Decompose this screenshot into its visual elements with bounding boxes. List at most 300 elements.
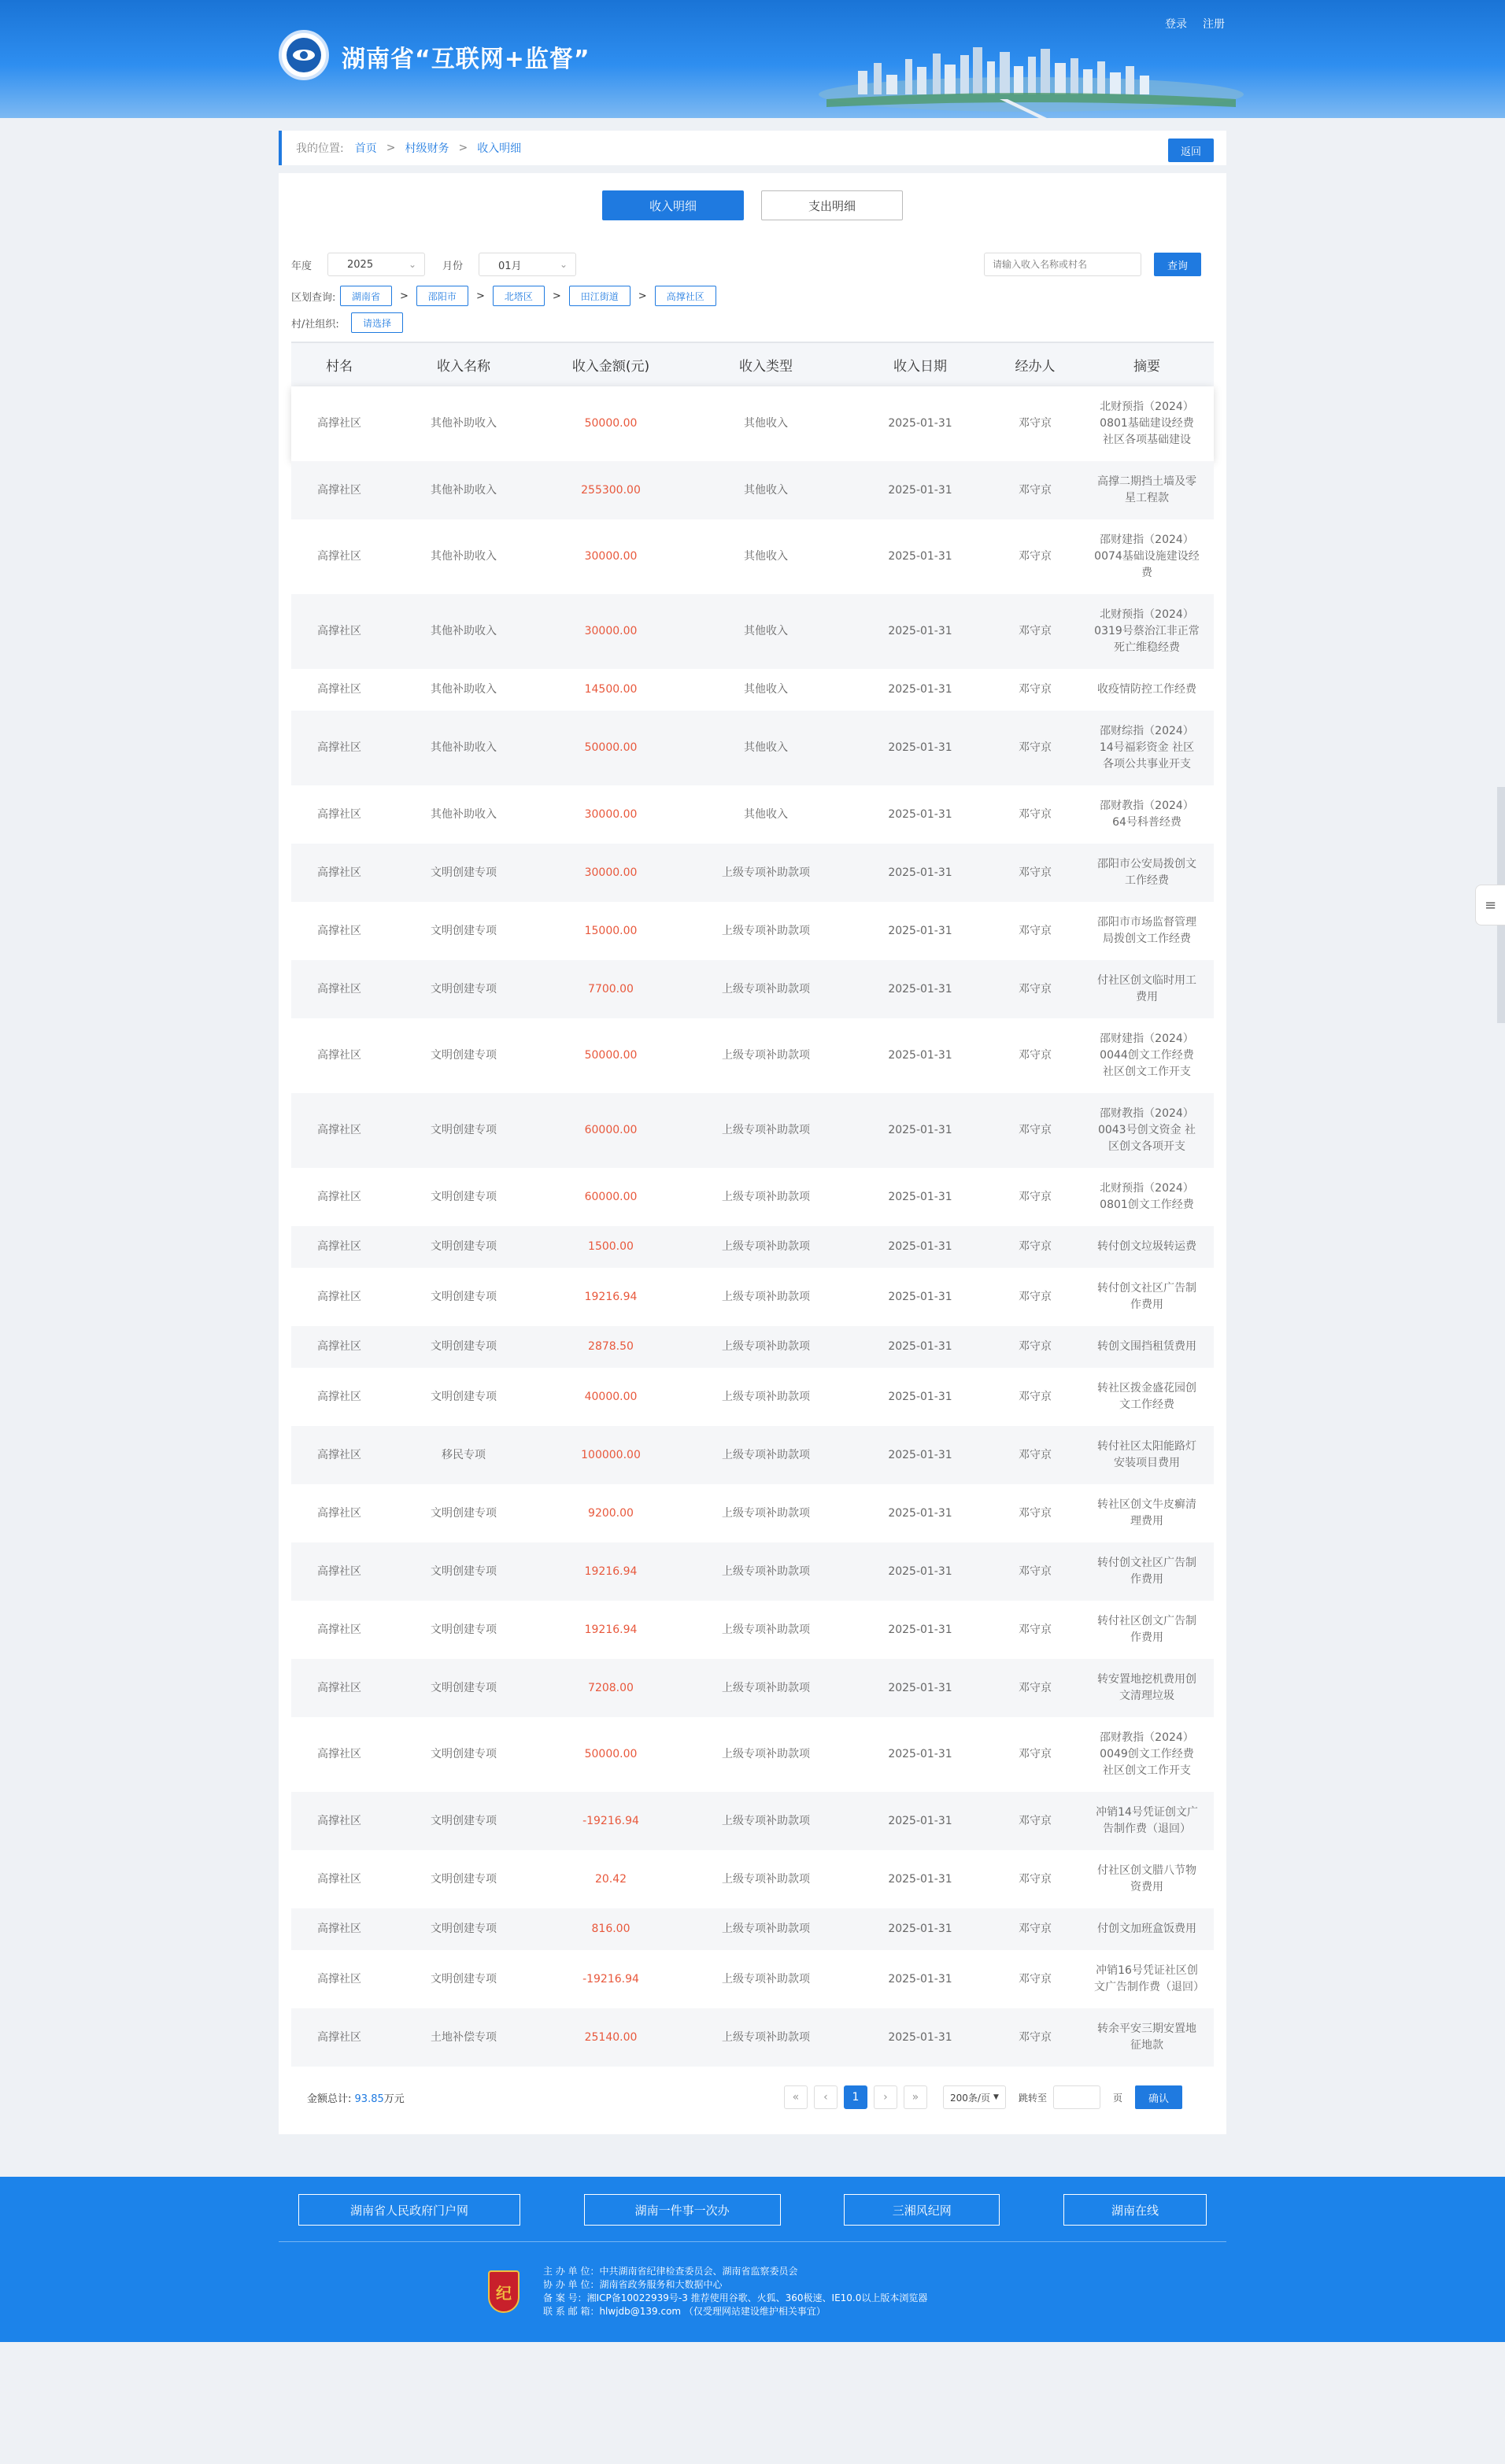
- content-panel: [279, 173, 1226, 2134]
- table-row[interactable]: [291, 1950, 1214, 2008]
- cell-village: 高撑社区: [317, 1190, 361, 1203]
- footer-info: [488, 2265, 927, 2318]
- cell-income-name: 文明创建专项: [387, 1659, 540, 1717]
- cell-amount: 50000.00: [540, 711, 682, 785]
- cell-income-type: 上级专项补助款项: [682, 1326, 850, 1368]
- cell-amount: 7208.00: [540, 1659, 682, 1717]
- cell-date: 2025-01-31: [888, 807, 952, 821]
- cell-handler: 邓守京: [990, 1326, 1080, 1368]
- page-suffix: 页: [1112, 2092, 1122, 2104]
- table-row[interactable]: [291, 902, 1214, 960]
- cell-income-type: 上级专项补助款项: [722, 1290, 810, 1303]
- cell-income-name: 文明创建专项: [431, 1972, 497, 1986]
- cell-memo: 北财预指（2024）0801基础建设经费 社区各项基础建设: [1080, 386, 1214, 461]
- cell-memo: 转付创文社区广告制作费用: [1080, 1542, 1214, 1601]
- cell-handler: 邓守京: [1019, 1049, 1052, 1062]
- cell-income-name: 其他补助收入: [431, 807, 497, 821]
- cell-memo: 转付社区太阳能路灯安装项目费用: [1080, 1426, 1214, 1484]
- table-row[interactable]: [291, 1717, 1214, 1792]
- table-row[interactable]: [291, 2008, 1214, 2067]
- cell-income-type: 上级专项补助款项: [682, 2008, 850, 2067]
- cell-memo: 转社区创文牛皮癣清理费用: [1097, 1498, 1196, 1528]
- cell-amount: -19216.94: [582, 1972, 639, 1986]
- month-value: 01月: [498, 260, 522, 272]
- caret-down-icon: ▼: [993, 2093, 999, 2101]
- table-row[interactable]: [291, 594, 1214, 669]
- cell-memo: 冲销14号凭证创文广告制作费（退回）: [1080, 1792, 1214, 1850]
- city-skyline-image: [811, 31, 1252, 118]
- cell-income-type: 上级专项补助款项: [722, 1972, 810, 1986]
- cell-date: 2025-01-31: [888, 1390, 952, 1403]
- cell-income-name: 文明创建专项: [431, 1290, 497, 1303]
- total-amount: [307, 2090, 405, 2105]
- cell-handler: 邓守京: [990, 711, 1080, 785]
- table-row[interactable]: [291, 1601, 1214, 1659]
- cell-income-type: 上级专项补助款项: [682, 1659, 850, 1717]
- site-header: [0, 0, 1505, 118]
- cell-village: 高撑社区: [291, 1542, 387, 1601]
- cell-village: 高撑社区: [317, 1390, 361, 1403]
- table-row[interactable]: [291, 1792, 1214, 1850]
- region-arrow: >: [552, 290, 561, 302]
- org-row: [291, 312, 1214, 334]
- region-arrow: >: [638, 290, 647, 302]
- org-select-button[interactable]: 请选择: [351, 312, 403, 333]
- site-footer: [0, 2177, 1505, 2342]
- year-value: 2025: [347, 258, 374, 271]
- cell-memo: 转付社区创文广告制作费用: [1097, 1615, 1196, 1644]
- cell-income-name: 其他补助收入: [387, 386, 540, 461]
- cell-amount: 20.42: [594, 1872, 627, 1886]
- table-row[interactable]: [291, 1659, 1214, 1717]
- cell-amount: 14500.00: [584, 683, 638, 696]
- chevron-down-icon: ⌄: [559, 259, 568, 270]
- cell-income-name: 文明创建专项: [387, 1542, 540, 1601]
- cell-memo: 北财预指（2024）0801创文工作经费: [1100, 1182, 1194, 1211]
- cell-handler: 邓守京: [1019, 1748, 1052, 1760]
- cell-date: 2025-01-31: [850, 386, 990, 461]
- cell-date: 2025-01-31: [888, 1623, 952, 1636]
- cell-date: 2025-01-31: [888, 683, 952, 696]
- cell-date: 2025-01-31: [888, 1748, 952, 1760]
- cell-income-name: 文明创建专项: [387, 844, 540, 902]
- cell-amount: 19216.94: [540, 1542, 682, 1601]
- cell-income-name: 文明创建专项: [431, 1623, 497, 1636]
- breadcrumb-label: 我的位置:: [296, 142, 344, 155]
- cell-handler: 邓守京: [990, 844, 1080, 902]
- cell-village: 高撑社区: [317, 550, 361, 563]
- table-row[interactable]: [291, 711, 1214, 785]
- cell-memo: 邵财教指（2024）64号科普经费: [1100, 800, 1194, 829]
- main-container: [279, 131, 1226, 2134]
- table-footer: [291, 2084, 1214, 2111]
- tab-income-detail[interactable]: 收入明细: [602, 190, 744, 220]
- last-page-button[interactable]: »: [904, 2085, 927, 2109]
- cell-income-name: 文明创建专项: [387, 1226, 540, 1268]
- tab-expense-detail[interactable]: 支出明细: [761, 190, 903, 220]
- month-label: 月份: [442, 260, 464, 272]
- cell-date: 2025-01-31: [850, 844, 990, 902]
- prev-page-button[interactable]: ‹: [814, 2085, 838, 2109]
- cell-income-name: 移民专项: [387, 1426, 540, 1484]
- cell-handler: 邓守京: [1019, 550, 1052, 563]
- cell-village: 高撑社区: [291, 461, 387, 519]
- breadcrumb-separator: >: [458, 142, 468, 154]
- search-input[interactable]: [984, 253, 1141, 276]
- cell-income-type: 上级专项补助款项: [722, 924, 810, 937]
- pagination: [784, 2085, 1182, 2109]
- cell-amount: 60000.00: [540, 1093, 682, 1168]
- year-select[interactable]: [327, 253, 425, 276]
- cell-date: 2025-01-31: [850, 960, 990, 1018]
- cell-memo: 付创文加班盒饭费用: [1080, 1908, 1214, 1950]
- cell-income-type: 其他收入: [744, 807, 788, 821]
- cell-memo: 邵阳市市场监督管理局拨创文工作经费: [1097, 916, 1196, 945]
- cell-date: 2025-01-31: [850, 1792, 990, 1850]
- cell-amount: 1500.00: [540, 1226, 682, 1268]
- cell-date: 2025-01-31: [888, 1049, 952, 1062]
- cell-amount: 816.00: [540, 1908, 682, 1950]
- cell-village: 高撑社区: [317, 1290, 361, 1303]
- cell-date: 2025-01-31: [850, 1659, 990, 1717]
- table-row[interactable]: [291, 1368, 1214, 1426]
- side-menu-icon[interactable]: ≡: [1475, 885, 1505, 925]
- cell-village: 高撑社区: [317, 683, 361, 696]
- cell-income-type: 上级专项补助款项: [722, 1748, 810, 1760]
- site-title: 湖南省“互联网+监督”: [342, 46, 590, 73]
- register-link[interactable]: 注册: [1203, 18, 1225, 31]
- cell-income-name: 文明创建专项: [431, 924, 497, 937]
- cell-memo: 邵财建指（2024）0044创文工作经费 社区创文工作开支: [1100, 1033, 1194, 1078]
- cell-income-name: 文明创建专项: [387, 1908, 540, 1950]
- col-income-name: 收入名称: [387, 342, 540, 386]
- query-button[interactable]: 查询: [1154, 253, 1201, 276]
- cell-memo: 冲销16号凭证社区创文广告制作费（退回）: [1094, 1964, 1204, 1993]
- cell-income-type: 上级专项补助款项: [682, 1792, 850, 1850]
- cell-income-type: 上级专项补助款项: [682, 1426, 850, 1484]
- cell-memo: 邵财建指（2024）0074基础设施建设经费: [1094, 534, 1200, 579]
- cell-handler: 邓守京: [1019, 1972, 1052, 1986]
- cell-income-name: 其他补助收入: [431, 683, 497, 696]
- cell-income-type: 上级专项补助款项: [722, 1872, 810, 1886]
- total-unit: 万元: [383, 2093, 405, 2105]
- region-street[interactable]: 田江街道: [569, 286, 630, 306]
- cell-income-type: 其他收入: [682, 594, 850, 669]
- cell-memo: 邵财综指（2024）14号福彩资金 社区各项公共事业开支: [1080, 711, 1214, 785]
- table-row[interactable]: [291, 785, 1214, 844]
- chevron-down-icon: ⌄: [408, 259, 416, 270]
- cell-amount: 60000.00: [584, 1190, 638, 1203]
- table-row[interactable]: [291, 519, 1214, 594]
- jump-label: 跳转至: [1018, 2092, 1047, 2104]
- footer-link-hunan-online[interactable]: 湖南在线: [1063, 2194, 1207, 2226]
- cell-handler: 邓守京: [990, 1093, 1080, 1168]
- cell-date: 2025-01-31: [850, 1093, 990, 1168]
- cell-income-name: 文明创建专项: [431, 1390, 497, 1403]
- cell-village: 高撑社区: [291, 594, 387, 669]
- cell-income-name: 文明创建专项: [387, 1792, 540, 1850]
- cell-income-name: 文明创建专项: [431, 1872, 497, 1886]
- table-row[interactable]: [291, 844, 1214, 902]
- cell-income-type: 上级专项补助款项: [722, 1390, 810, 1403]
- footer-email: 联 系 邮 箱：hlwjdb@139.com （仅受理网站建设维护相关事宜）: [543, 2306, 826, 2317]
- region-arrow: >: [400, 290, 409, 302]
- cell-date: 2025-01-31: [888, 1190, 952, 1203]
- filter-row: [291, 252, 1214, 277]
- cell-handler: 邓守京: [990, 594, 1080, 669]
- cell-income-name: 其他补助收入: [387, 594, 540, 669]
- cell-village: 高撑社区: [291, 1426, 387, 1484]
- table-row[interactable]: [291, 1018, 1214, 1093]
- cell-handler: 邓守京: [1019, 1190, 1052, 1203]
- cell-date: 2025-01-31: [888, 1506, 952, 1520]
- cell-village: 高撑社区: [317, 807, 361, 821]
- cell-income-name: 文明创建专项: [431, 1190, 497, 1203]
- cell-income-name: 文明创建专项: [387, 1326, 540, 1368]
- breadcrumb-village-finance[interactable]: 村级财务: [405, 142, 449, 155]
- cell-handler: 邓守京: [1019, 683, 1052, 696]
- emblem-text: 纪: [496, 2283, 512, 2303]
- cell-handler: 邓守京: [990, 1542, 1080, 1601]
- cell-memo: 转余平安三期安置地征地款: [1080, 2008, 1214, 2067]
- cell-handler: 邓守京: [990, 1226, 1080, 1268]
- region-community[interactable]: 高撑社区: [655, 286, 716, 306]
- cell-date: 2025-01-31: [850, 1426, 990, 1484]
- party-emblem-icon: [488, 2270, 520, 2313]
- cell-village: 高撑社区: [291, 1908, 387, 1950]
- col-date: 收入日期: [850, 342, 990, 386]
- table-row[interactable]: [291, 1268, 1214, 1326]
- table-row[interactable]: [291, 1168, 1214, 1226]
- cell-date: 2025-01-31: [888, 1872, 952, 1886]
- cell-date: 2025-01-31: [888, 1290, 952, 1303]
- cell-amount: 30000.00: [584, 550, 638, 563]
- cell-handler: 邓守京: [1019, 1872, 1052, 1886]
- col-village: 村名: [291, 342, 387, 386]
- first-page-button[interactable]: «: [784, 2085, 808, 2109]
- cell-memo: 邵财教指（2024）0049创文工作经费 社区创文工作开支: [1100, 1731, 1194, 1777]
- footer-lines: [543, 2265, 927, 2318]
- back-button[interactable]: 返回: [1168, 139, 1214, 162]
- login-link[interactable]: 登录: [1165, 18, 1187, 31]
- table-body: [291, 386, 1214, 2067]
- region-arrow: >: [475, 290, 485, 302]
- cell-income-type: 其他收入: [744, 683, 788, 696]
- cell-village: 高撑社区: [317, 1872, 361, 1886]
- cell-income-type: 上级专项补助款项: [682, 844, 850, 902]
- region-label: 区划查询:: [291, 291, 336, 304]
- breadcrumb-separator: >: [386, 142, 396, 154]
- cell-village: 高撑社区: [317, 1049, 361, 1062]
- cell-village: 高撑社区: [317, 924, 361, 937]
- col-handler: 经办人: [990, 342, 1080, 386]
- year-label: 年度: [291, 260, 312, 272]
- cell-income-name: 其他补助收入: [387, 711, 540, 785]
- col-memo: 摘要: [1080, 342, 1214, 386]
- cell-date: 2025-01-31: [850, 594, 990, 669]
- footer-link-one-thing[interactable]: 湖南一件事一次办: [584, 2194, 781, 2226]
- cell-village: 高撑社区: [291, 1326, 387, 1368]
- table-row[interactable]: [291, 1542, 1214, 1601]
- cell-amount: 19216.94: [584, 1290, 638, 1303]
- col-amount: 收入金额(元): [540, 342, 682, 386]
- cell-amount: 40000.00: [584, 1390, 638, 1403]
- cell-income-type: 上级专项补助款项: [682, 1542, 850, 1601]
- table-header-row: [291, 342, 1214, 386]
- cell-amount: 50000.00: [584, 1049, 638, 1062]
- cell-handler: 邓守京: [990, 1659, 1080, 1717]
- total-value: 93.85: [354, 2093, 384, 2105]
- region-district[interactable]: 北塔区: [493, 286, 545, 306]
- cell-amount: 255300.00: [540, 461, 682, 519]
- footer-icp: 备 案 号：湘ICP备10022939号-3 推荐使用谷歌、火狐、360极速、IE10.0以上版本浏览器: [543, 2292, 928, 2303]
- table-row[interactable]: [291, 386, 1214, 461]
- table-row[interactable]: [291, 960, 1214, 1018]
- page-1-button[interactable]: 1: [844, 2085, 867, 2109]
- next-page-button[interactable]: ›: [874, 2085, 897, 2109]
- cell-income-type: 上级专项补助款项: [722, 1623, 810, 1636]
- cell-income-type: 其他收入: [682, 386, 850, 461]
- cell-income-type: 上级专项补助款项: [722, 1049, 810, 1062]
- org-label: 村/社组织:: [291, 318, 339, 331]
- breadcrumb-income-detail[interactable]: 收入明细: [477, 142, 522, 155]
- cell-handler: 邓守京: [990, 1426, 1080, 1484]
- cell-income-name: 文明创建专项: [431, 1506, 497, 1520]
- cell-village: 高撑社区: [317, 1623, 361, 1636]
- site-logo[interactable]: [279, 30, 329, 80]
- table-row[interactable]: [291, 1484, 1214, 1542]
- cell-memo: 高撑二期挡土墙及零星工程款: [1080, 461, 1214, 519]
- footer-link-gov-portal[interactable]: 湖南省人民政府门户网: [298, 2194, 520, 2226]
- cell-date: 2025-01-31: [850, 2008, 990, 2067]
- cell-handler: 邓守京: [1019, 1506, 1052, 1520]
- cell-amount: -19216.94: [540, 1792, 682, 1850]
- cell-amount: 2878.50: [540, 1326, 682, 1368]
- cell-date: 2025-01-31: [850, 1908, 990, 1950]
- footer-links: [298, 2177, 1207, 2226]
- cell-village: 高撑社区: [291, 1659, 387, 1717]
- cell-village: 高撑社区: [291, 711, 387, 785]
- cell-date: 2025-01-31: [888, 550, 952, 563]
- cell-income-name: 其他补助收入: [387, 461, 540, 519]
- cell-income-name: 文明创建专项: [387, 960, 540, 1018]
- cell-handler: 邓守京: [1019, 924, 1052, 937]
- table-row[interactable]: [291, 1850, 1214, 1908]
- cell-income-type: 上级专项补助款项: [682, 960, 850, 1018]
- cell-memo: 邵阳市公安局拨创文工作经费: [1080, 844, 1214, 902]
- cell-memo: 转创文围挡租赁费用: [1080, 1326, 1214, 1368]
- cell-memo: 付社区创文临时用工费用: [1080, 960, 1214, 1018]
- breadcrumb: [279, 131, 1226, 165]
- cell-memo: 转社区拨金盛花园创文工作经费: [1097, 1382, 1196, 1411]
- cell-income-type: 其他收入: [682, 711, 850, 785]
- cell-amount: 30000.00: [540, 844, 682, 902]
- cell-date: 2025-01-31: [850, 461, 990, 519]
- table-row[interactable]: [291, 1326, 1214, 1368]
- total-label: 金额总计:: [307, 2093, 352, 2105]
- col-income-type: 收入类型: [682, 342, 850, 386]
- cell-village: 高撑社区: [291, 844, 387, 902]
- cell-income-type: 其他收入: [744, 550, 788, 563]
- cell-income-type: 其他收入: [682, 461, 850, 519]
- cell-income-name: 文明创建专项: [431, 1049, 497, 1062]
- cell-date: 2025-01-31: [888, 924, 952, 937]
- footer-link-sanxiang[interactable]: 三湘风纪网: [844, 2194, 1000, 2226]
- cell-village: 高撑社区: [291, 1792, 387, 1850]
- cell-amount: 100000.00: [540, 1426, 682, 1484]
- cell-memo: 付社区创文腊八节物资费用: [1097, 1864, 1196, 1893]
- cell-village: 高撑社区: [317, 1972, 361, 1986]
- cell-village: 高撑社区: [291, 2008, 387, 2067]
- cell-income-type: 上级专项补助款项: [682, 1908, 850, 1950]
- footer-sponsor: 主 办 单 位：中共湖南省纪律检查委员会、湖南省监察委员会: [543, 2266, 798, 2277]
- table-row[interactable]: [291, 1426, 1214, 1484]
- cell-income-type: 上级专项补助款项: [722, 1506, 810, 1520]
- region-row: [291, 285, 1214, 307]
- cell-handler: 邓守京: [990, 1908, 1080, 1950]
- cell-handler: 邓守京: [1019, 807, 1052, 821]
- cell-amount: 25140.00: [540, 2008, 682, 2067]
- cell-memo: 转安置地挖机费用创文清理垃圾: [1080, 1659, 1214, 1717]
- top-links: [1165, 16, 1225, 31]
- cell-handler: 邓守京: [990, 1792, 1080, 1850]
- cell-handler: 邓守京: [1019, 1290, 1052, 1303]
- cell-handler: 邓守京: [990, 461, 1080, 519]
- eye-icon: [287, 38, 321, 72]
- cell-date: 2025-01-31: [850, 711, 990, 785]
- tabs: [291, 190, 1214, 220]
- cell-handler: 邓守京: [990, 960, 1080, 1018]
- table-row[interactable]: [291, 669, 1214, 711]
- table-row[interactable]: [291, 1908, 1214, 1950]
- cell-village: 高撑社区: [317, 1506, 361, 1520]
- cell-income-name: 其他补助收入: [431, 550, 497, 563]
- cell-amount: 9200.00: [588, 1506, 634, 1520]
- cell-amount: 30000.00: [540, 594, 682, 669]
- cell-income-name: 土地补偿专项: [387, 2008, 540, 2067]
- cell-village: 高撑社区: [291, 960, 387, 1018]
- cell-amount: 50000.00: [540, 386, 682, 461]
- cell-date: 2025-01-31: [850, 1226, 990, 1268]
- footer-co-sponsor: 协 办 单 位：湖南省政务服务和大数据中心: [543, 2279, 723, 2290]
- table-row[interactable]: [291, 1093, 1214, 1168]
- jump-page-input[interactable]: [1053, 2085, 1100, 2109]
- breadcrumb-home[interactable]: 首页: [354, 142, 377, 155]
- cell-village: 高撑社区: [291, 1093, 387, 1168]
- table-row[interactable]: [291, 1226, 1214, 1268]
- cell-village: 高撑社区: [291, 386, 387, 461]
- region-city[interactable]: 邵阳市: [416, 286, 468, 306]
- cell-handler: 邓守京: [990, 386, 1080, 461]
- cell-handler: 邓守京: [1019, 1623, 1052, 1636]
- footer-divider: [279, 2241, 1226, 2242]
- page-size-value: 200条/页: [950, 2092, 990, 2104]
- region-province[interactable]: 湖南省: [340, 286, 392, 306]
- table-row[interactable]: [291, 461, 1214, 519]
- confirm-jump-button[interactable]: 确认: [1135, 2085, 1182, 2109]
- month-select[interactable]: [479, 253, 576, 276]
- cell-memo: 邵财教指（2024）0043号创文资金 社区创文各项开支: [1080, 1093, 1214, 1168]
- cell-amount: 7700.00: [540, 960, 682, 1018]
- cell-amount: 19216.94: [584, 1623, 638, 1636]
- cell-date: 2025-01-31: [850, 1542, 990, 1601]
- cell-income-type: 上级专项补助款项: [722, 1190, 810, 1203]
- income-table: [291, 342, 1214, 2067]
- cell-village: 高撑社区: [317, 1748, 361, 1760]
- cell-village: 高撑社区: [291, 1226, 387, 1268]
- cell-income-type: 上级专项补助款项: [682, 1226, 850, 1268]
- page-size-select[interactable]: [943, 2085, 1006, 2109]
